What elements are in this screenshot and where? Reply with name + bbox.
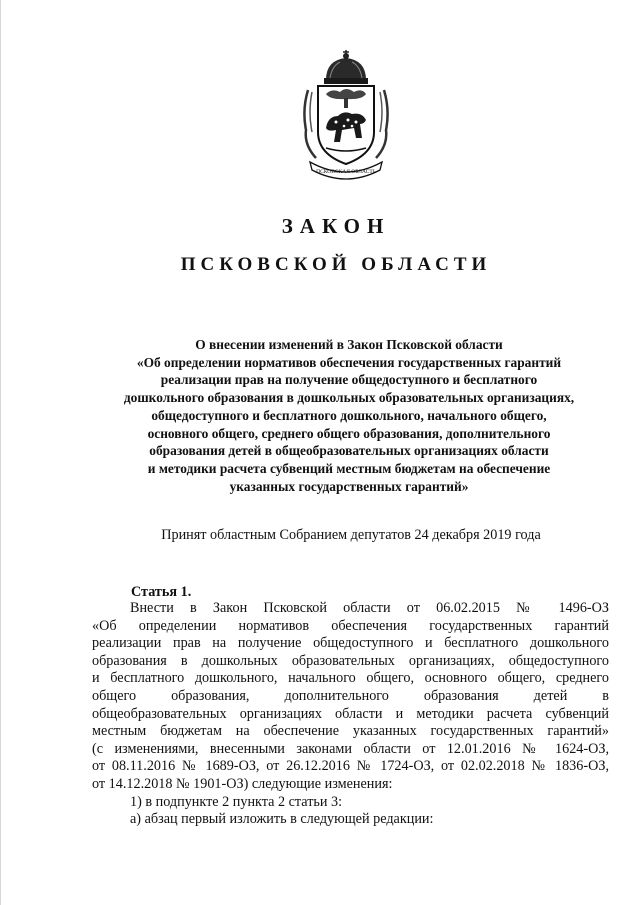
- body-line: общего образования, дополнительного образования детей в: [92, 687, 609, 704]
- body-line: образования в дошкольных образовательных организациях, общедоступного: [92, 652, 609, 669]
- document-type-heading: ЗАКОН: [281, 214, 391, 238]
- body-line: (с изменениями, внесенными законами области от 12.01.2016 № 1624-ОЗ,: [92, 740, 609, 757]
- pskov-coat-of-arms-icon: [296, 50, 396, 185]
- body-line: «Об определении нормативов обеспечения государственных гарантий: [92, 617, 609, 634]
- adoption-statement: Принят областным Собранием депутатов 24 декабря 2019 года: [161, 527, 541, 543]
- body-line: от 08.11.2016 № 1689-ОЗ, от 26.12.2016 № 1724-ОЗ, от 02.02.2018 № 1836-ОЗ,: [92, 758, 609, 775]
- list-item: 1) в подпункте 2 пункта 2 статьи 3:: [130, 793, 343, 810]
- emblem-ribbon-text: ПСКОВСКАЯ ОБЛАСТЬ: [316, 169, 376, 175]
- article-body: [92, 600, 609, 829]
- title-line: реализации прав на получение общедоступного и бесплатного: [160, 372, 538, 388]
- title-line: указанных государственных гарантий»: [229, 478, 469, 494]
- body-line: от 14.12.2018 № 1901-ОЗ) следующие изменения:: [92, 775, 393, 792]
- body-line: местным бюджетам на обеспечение указанных государственных гарантий»: [92, 723, 609, 740]
- title-line: и методики расчета субвенций местным бюджетам на обеспечение: [147, 460, 551, 476]
- title-line: образования детей в общеобразовательных организациях области: [149, 443, 549, 459]
- title-line: «Об определении нормативов обеспечения государственных гарантий: [136, 354, 562, 370]
- body-line: общеобразовательных организациях области и методики расчета субвенций: [92, 705, 609, 722]
- article-heading: Статья 1.: [131, 584, 192, 600]
- body-line: Внести в Закон Псковской области от 06.02.2015 № 1496-ОЗ: [130, 600, 609, 616]
- title-line: основного общего, среднего общего образования, дополнительного: [147, 425, 551, 441]
- list-item: а) абзац первый изложить в следующей редакции:: [130, 811, 434, 828]
- region-heading: ПСКОВСКОЙ ОБЛАСТИ: [180, 254, 492, 275]
- title-line: дошкольного образования в дошкольных образовательных организациях,: [123, 390, 575, 406]
- body-line: и бесплатного дошкольного, начального общего, основного общего, среднего: [92, 670, 609, 687]
- body-line: реализации прав на получение общедоступного и бесплатного дошкольного: [92, 635, 609, 652]
- title-line: общедоступного и бесплатного дошкольного, начального общего,: [151, 407, 547, 423]
- law-title: [89, 336, 609, 495]
- title-line: О внесении изменений в Закон Псковской области: [195, 337, 503, 352]
- crown-icon: [324, 50, 368, 84]
